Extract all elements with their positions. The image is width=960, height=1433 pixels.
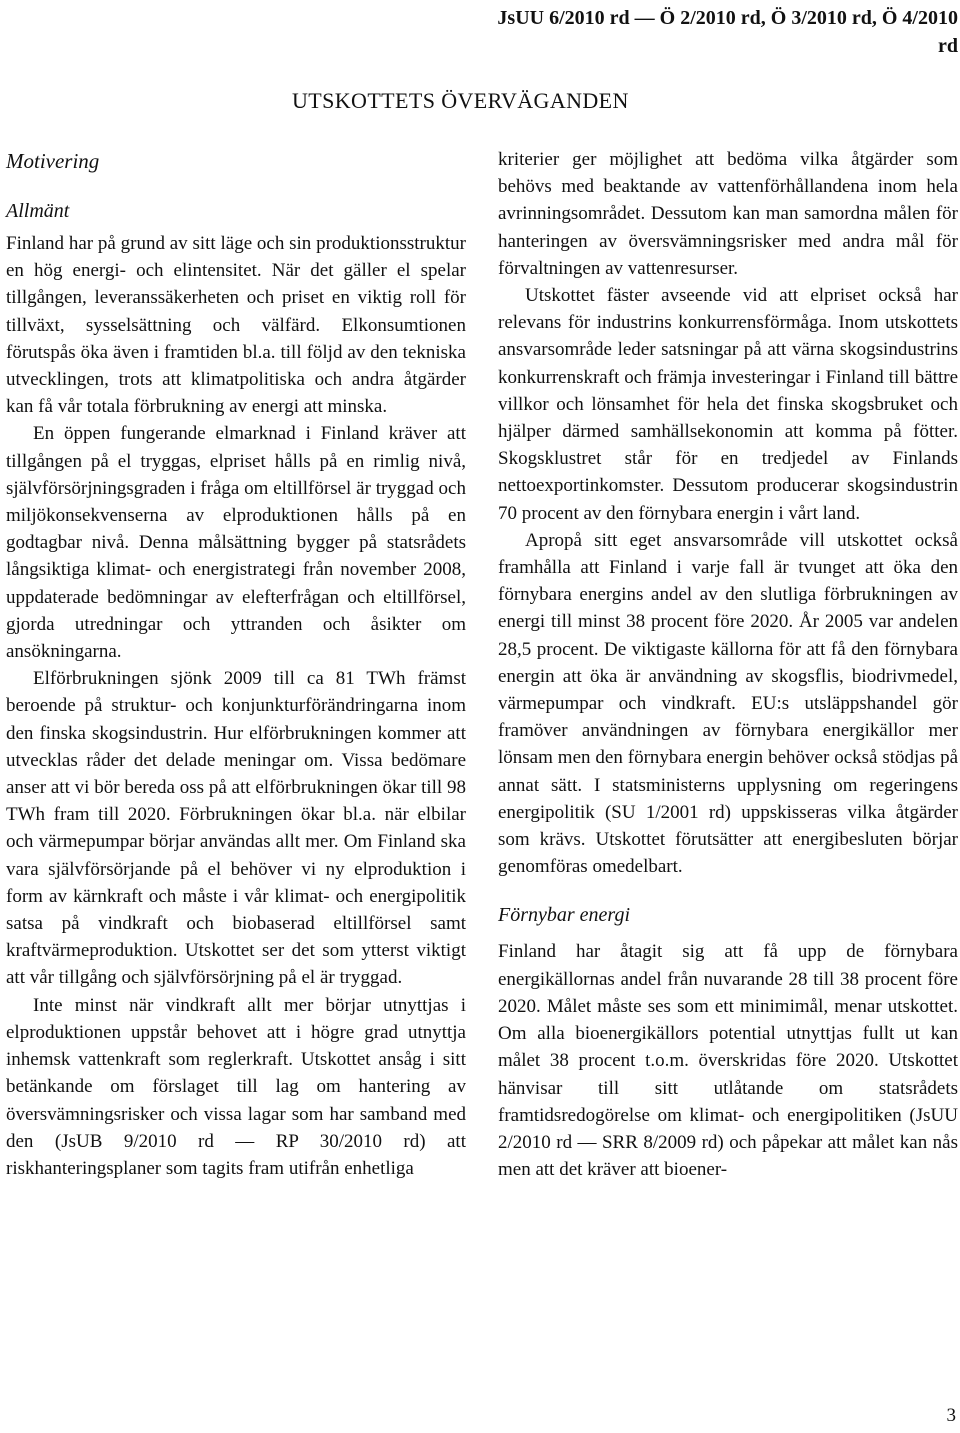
- paragraph: En öppen fungerande elmarknad i Finland kräver att tillgången på el tryggas, elpriset hålls på en rimlig nivå, självförsörjningsgraden i fråga om eltillförsel är tryggad och miljökonsekvenserna av elproduktionen hålls på en godtagbar nivå. Denna målsättning bygger på statsrådets långsiktiga klimat- och energistrategi från november 2008, uppdaterade bedömningar av elefterfrågan och eltillförsel, gjorda utredningar och yttranden och åsikter om ansökningarna.: [6, 423, 466, 663]
- document-header: [300, 4, 958, 60]
- header-line-2: rd: [938, 35, 958, 57]
- paragraph: Apropå sitt eget ansvarsområde vill utskottet också framhålla att Finland i varje fall är tvunget att öka den förnybara energins andel av den slutliga förbrukningen av energi till minst 38 procent före 2020. År 2005 var andelen 28,5 procent. De viktigaste källorna för att få den förnybara energin att öka är användning av skogsflis, biodrivmedel, värmepumpar och vindkraft. EU:s utsläppshandel gör framöver användningen av förnybara energikällor mer lönsam men den förnybara energin behöver också stödjas på annat sätt. I statsministerns upplysning om regeringens energipolitik (SU 1/2001 rd) uppskisseras vilka åtgärder som krävs. Utskottet förutsätter att energibesluten börjar genomföras omedelbart.: [498, 529, 958, 878]
- paragraph: Finland har på grund av sitt läge och sin produktionsstruktur en hög energi- och elintensitet. När det gäller el spelar tillgången, leveranssäkerheten och priset en viktig roll för tillväxt, sysselsättning och välfärd. Elkonsumtionen förutspås öka även i framtiden bl.a. till följd av den tekniska utvecklingen, trots att klimatpolitiska och andra åtgärder kan få vår totala förbrukning av energi att minska.: [6, 233, 466, 418]
- left-column: [6, 146, 466, 1182]
- page-number: 3: [946, 1405, 956, 1426]
- paragraph: Utskottet fäster avseende vid att elpriset också har relevans för industrins konkurrensförmåga. Inom utskottets ansvarsområde leder satsningar på att värna skogsindustrins konkurrenskraft och främja investeringar i Finland till bättre villkor och lönsamhet för hela det finska skogsbruket och hjälper därmed samhällsekonomin att komma på fötter. Skogsklustret står för en tredjedel av Finlands nettoexportinkomster. Dessutom producerar skogsindustrin 70 procent av den förnybara energin i vårt land.: [498, 285, 958, 524]
- right-column: [498, 146, 958, 1183]
- paragraph: Finland har åtagit sig att få upp de förnybara energikällornas andel från nuvarande 28 till 38 procent före 2020. Målet måste ses som ett minimimål, menar utskottet. Om alla bioenergikällors potential utnyttjas fullt ut kan målet 38 procent t.o.m. överskridas före 2020. Utskottet hänvisar till sitt utlåtande om statsrådets framtidsredogörelse om klimat- och energipolitiken (JsUU 2/2010 rd — SRR 8/2009 rd) och påpekar att målet kan nås men att det kräver att bioener-: [498, 941, 958, 1181]
- section-title: UTSKOTTETS ÖVERVÄGANDEN: [292, 88, 629, 113]
- heading-allmant: Allmänt: [6, 200, 70, 222]
- header-line-1: JsUU 6/2010 rd — Ö 2/2010 rd, Ö 3/2010 rd, Ö 4/2010: [497, 7, 958, 29]
- heading-fornybar-energi: Förnybar energi: [498, 904, 631, 927]
- paragraph: kriterier ger möjlighet att bedöma vilka åtgärder som behövs med beaktande av vattenförhållandena inom hela avrinningsområdet. Dessutom kan man samordna målen för hanteringen av översvämningsrisker med andra mål för förvaltningen av vattenresurser.: [498, 149, 958, 279]
- heading-motivering: Motivering: [6, 149, 100, 173]
- paragraph: Inte minst när vindkraft allt mer börjar utnyttjas i elproduktionen uppstår behovet att i högre grad utnyttja inhemsk vattenkraft som reglerkraft. Utskottet ansåg i sitt betänkande om förslaget till lag om hantering av översvämningsrisker och vissa lagar som har samband med den (JsUB 9/2010 rd — RP 30/2010 rd) att riskhanteringsplaner som tagits fram utifrån enhetliga: [6, 994, 466, 1179]
- paragraph: Elförbrukningen sjönk 2009 till ca 81 TWh främst beroende på struktur- och konjunkturförändringarna inom den finska skogsindustrin. Hur elförbrukningen kommer att utvecklas råder det delade meningar om. Vissa bedömare anser att vi bör bereda oss på att elförbrukningen ökar till 98 TWh fram till 2020. Förbrukningen ökar bl.a. när elbilar och värmepumpar börjar användas allt mer. Om Finland ska vara självförsörjande på el behöver vi ny elproduktion i form av kärnkraft och måste i vår klimat- och energipolitik satsa på vindkraft och biobaserad eltillförsel samt kraftvärmeproduktion. Utskottet ser det som ytterst viktigt att vår tillgång och självförsörjning på el är tryggad.: [6, 668, 466, 989]
